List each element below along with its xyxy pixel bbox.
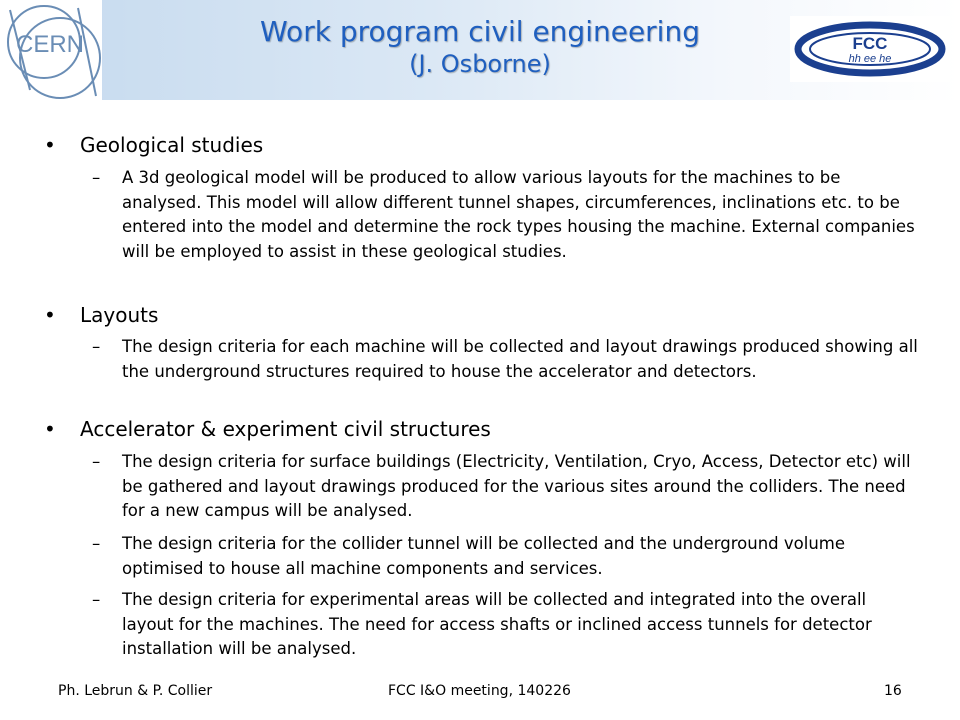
sub-bullet — [92, 588, 922, 662]
fcc-logo — [790, 16, 950, 82]
dash-marker: – — [92, 337, 101, 356]
bullet-heading: Geological studies — [80, 133, 264, 157]
sub-bullet-text: The design criteria for surface buildings (Electricity, Ventilation, Cryo, Access, Detector etc) will be gathered and layout drawings produced for the various sites around the colliders. The need for a new campus will be analysed. — [122, 452, 911, 520]
fcc-logo-graphic — [790, 16, 950, 82]
bullet-heading: Layouts — [80, 303, 159, 327]
fcc-logo-text: FCC — [852, 34, 888, 53]
fcc-logo-subtext: hh ee he — [848, 53, 892, 65]
cern-logo-graphic — [0, 0, 102, 100]
dash-marker: – — [92, 534, 101, 553]
slide-title: Work program civil engineering — [260, 15, 700, 48]
footer-authors: Ph. Lebrun & P. Collier — [58, 683, 213, 699]
bullet-marker: • — [44, 303, 56, 327]
cern-logo — [0, 0, 102, 100]
bullet-marker: • — [44, 417, 56, 441]
dash-marker: – — [92, 452, 101, 471]
dash-marker: – — [92, 168, 101, 187]
footer-meeting: FCC I&O meeting, 140226 — [388, 683, 571, 699]
sub-bullet — [92, 335, 922, 384]
sub-bullet-text: The design criteria for the collider tunnel will be collected and the underground volume optimised to house all machine components and services. — [122, 534, 846, 578]
slide-subtitle: (J. Osborne) — [409, 50, 551, 78]
bullet-marker: • — [44, 133, 56, 157]
dash-marker: – — [92, 590, 101, 609]
sub-bullet-text: The design criteria for each machine will be collected and layout drawings produced showing all the underground structures required to house the accelerator and detectors. — [122, 337, 918, 381]
sub-bullet-text: The design criteria for experimental areas will be collected and integrated into the overall layout for the machines. The need for access shafts or inclined access tunnels for detector installation will be analysed. — [122, 590, 872, 658]
title-block — [150, 14, 810, 78]
cern-logo-text: CERN — [15, 31, 85, 58]
sub-bullet — [92, 532, 922, 581]
bullet-heading: Accelerator & experiment civil structures — [80, 417, 491, 441]
footer-page-number: 16 — [884, 683, 902, 699]
sub-bullet-text: A 3d geological model will be produced to allow various layouts for the machines to be analysed. This model will allow different tunnel shapes, circumferences, inclinations etc. to be entered into the model and determine the rock types housing the machine. External companies will be employed to assist in these geological studies. — [122, 168, 915, 261]
sub-bullet — [92, 450, 922, 524]
sub-bullet — [92, 166, 922, 264]
